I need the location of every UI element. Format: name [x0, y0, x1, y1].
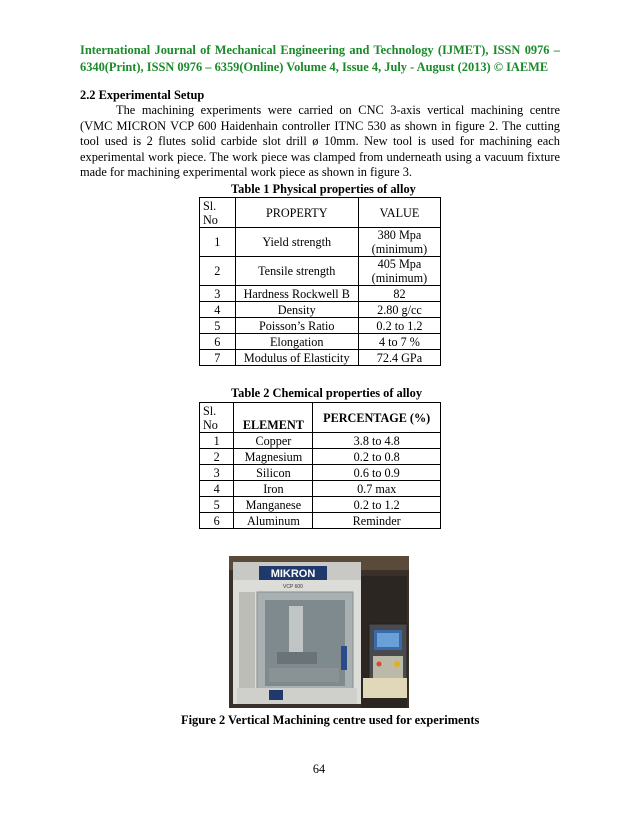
- cell-property: Elongation: [235, 334, 358, 350]
- physical-properties-table: [199, 197, 441, 366]
- header-element: ELEMENT: [234, 403, 313, 433]
- table-row: [200, 302, 441, 318]
- header-sl-no: Sl. No: [200, 403, 234, 433]
- chemical-properties-table: [199, 402, 441, 529]
- cell-sl-no: 3: [200, 286, 236, 302]
- cell-sl-no: 2: [200, 449, 234, 465]
- cell-sl-no: 3: [200, 465, 234, 481]
- cell-sl-no: 5: [200, 497, 234, 513]
- table-row: [200, 497, 441, 513]
- cell-sl-no: 7: [200, 350, 236, 366]
- cell-sl-no: 5: [200, 318, 236, 334]
- table-row: [200, 433, 441, 449]
- table-row: [200, 350, 441, 366]
- page-number: 64: [312, 762, 326, 776]
- body-text: [80, 103, 560, 181]
- section-heading: 2.2 Experimental Setup: [80, 88, 205, 102]
- cell-sl-no: 6: [200, 513, 234, 529]
- machine-brand-label: MIKRON: [270, 568, 316, 580]
- cell-value: 405 Mpa (minimum): [358, 257, 440, 286]
- cell-property: Poisson’s Ratio: [235, 318, 358, 334]
- table-header-row: [200, 403, 441, 433]
- cell-sl-no: 4: [200, 481, 234, 497]
- table-row: [200, 334, 441, 350]
- table-row: [200, 481, 441, 497]
- table-row: [200, 228, 441, 257]
- header-value: VALUE: [358, 198, 440, 228]
- journal-header-line-2: 6340(Print), ISSN 0976 – 6359(Online) Volume 4, Issue 4, July - August (2013) © IAEME: [80, 60, 549, 74]
- table-row: [200, 257, 441, 286]
- table-row: [200, 449, 441, 465]
- journal-header: [80, 42, 560, 76]
- table-row: [200, 513, 441, 529]
- cell-value: 2.80 g/cc: [358, 302, 440, 318]
- cell-percentage: 0.7 max: [313, 481, 441, 497]
- journal-header-line-1: International Journal of Mechanical Engineering and Technology (IJMET), ISSN 0976 –: [80, 43, 560, 57]
- cell-element: Magnesium: [234, 449, 313, 465]
- cell-value: 0.2 to 1.2: [358, 318, 440, 334]
- cell-percentage: Reminder: [313, 513, 441, 529]
- cell-percentage: 0.6 to 0.9: [313, 465, 441, 481]
- table-row: [200, 465, 441, 481]
- header-sl-no: Sl. No: [200, 198, 236, 228]
- cell-element: Manganese: [234, 497, 313, 513]
- cell-element: Iron: [234, 481, 313, 497]
- table2-caption: Table 2 Chemical properties of alloy: [231, 386, 423, 400]
- machine-model-label: VCP 600: [283, 584, 303, 590]
- machining-centre-illustration: [229, 556, 409, 708]
- cell-element: Aluminum: [234, 513, 313, 529]
- cell-sl-no: 1: [200, 433, 234, 449]
- cell-sl-no: 1: [200, 228, 236, 257]
- cell-sl-no: 2: [200, 257, 236, 286]
- cell-value: 82: [358, 286, 440, 302]
- cell-property: Modulus of Elasticity: [235, 350, 358, 366]
- cell-sl-no: 4: [200, 302, 236, 318]
- cell-sl-no: 6: [200, 334, 236, 350]
- setup-paragraph: The machining experiments were carried on CNC 3-axis vertical machining centre (VMC MICRON VCP 600 Haidenhain controller ITNC 530 as shown in figure 2. The cutting tool used is 2 flutes solid carbide slot drill ø 10mm. New tool is used for machining each experimental work piece. The work piece was clamped from underneath using a vacuum fixture made for machining experimental work piece as shown in figure 3.: [80, 103, 560, 180]
- header-percentage: PERCENTAGE (%): [313, 403, 441, 433]
- cell-percentage: 0.2 to 1.2: [313, 497, 441, 513]
- table-row: [200, 286, 441, 302]
- figure2-caption: Figure 2 Vertical Machining centre used for experiments: [181, 713, 480, 727]
- table1-caption: Table 1 Physical properties of alloy: [231, 182, 416, 196]
- table-row: [200, 318, 441, 334]
- cell-percentage: 3.8 to 4.8: [313, 433, 441, 449]
- cell-percentage: 0.2 to 0.8: [313, 449, 441, 465]
- cell-value: 72.4 GPa: [358, 350, 440, 366]
- cell-value: 380 Mpa (minimum): [358, 228, 440, 257]
- cell-property: Density: [235, 302, 358, 318]
- machining-centre-photo: [229, 556, 409, 708]
- cell-property: Hardness Rockwell B: [235, 286, 358, 302]
- cell-element: Copper: [234, 433, 313, 449]
- cell-property: Yield strength: [235, 228, 358, 257]
- table-header-row: [200, 198, 441, 228]
- cell-element: Silicon: [234, 465, 313, 481]
- cell-value: 4 to 7 %: [358, 334, 440, 350]
- cell-property: Tensile strength: [235, 257, 358, 286]
- header-property: PROPERTY: [235, 198, 358, 228]
